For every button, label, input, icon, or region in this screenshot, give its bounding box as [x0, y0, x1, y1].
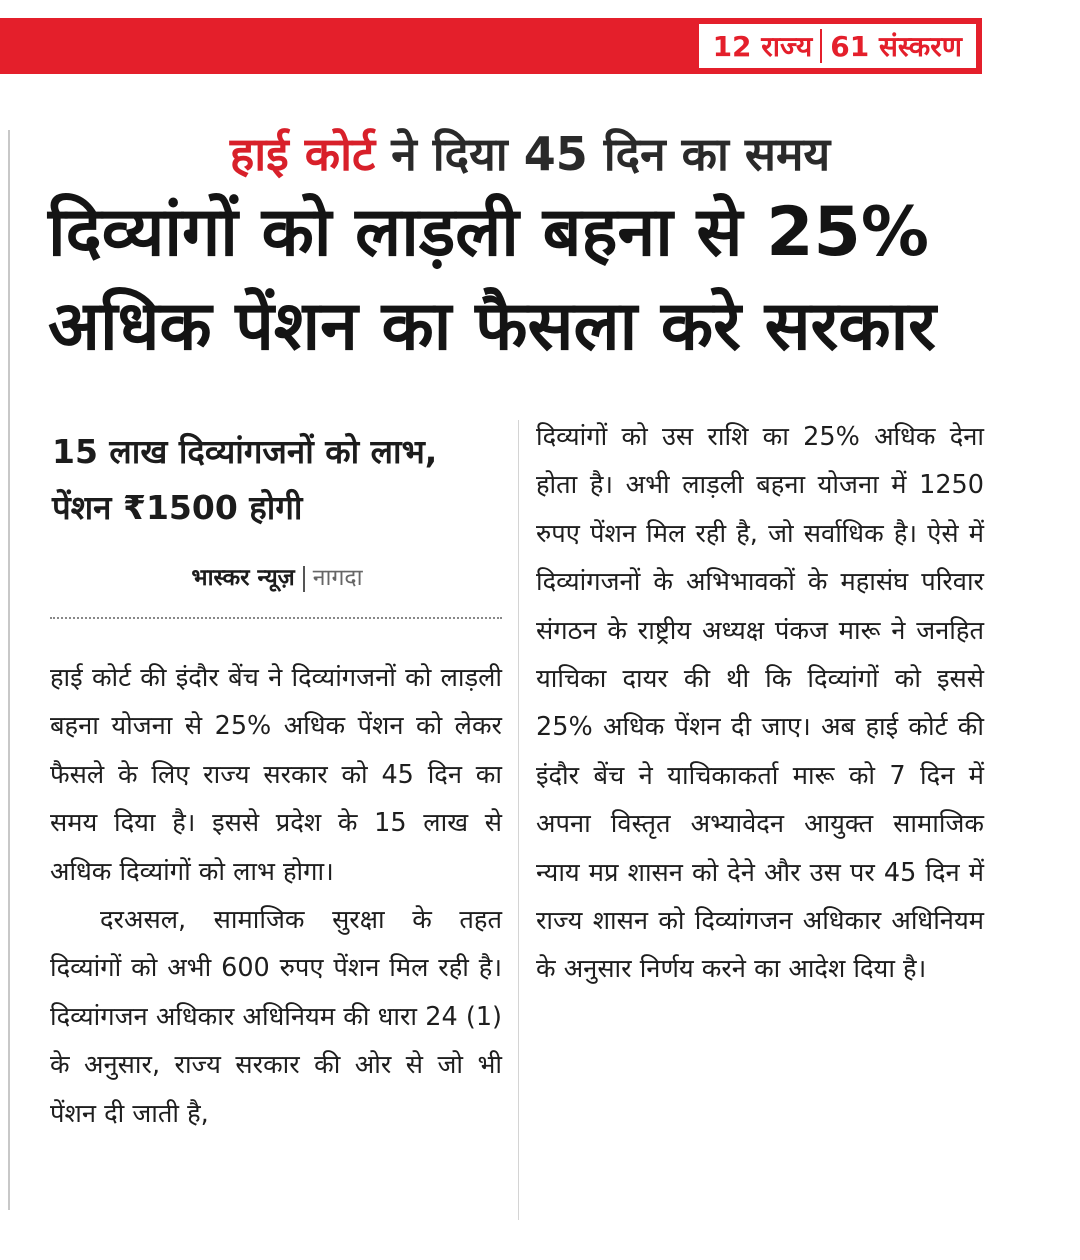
kicker [60, 122, 1000, 184]
column-rule [518, 420, 519, 1220]
dotted-separator [50, 617, 502, 619]
headline [48, 186, 1008, 374]
kicker-text: ने दिया 45 दिन का समय [375, 127, 831, 181]
paragraph-3: दिव्यांगों को उस राशि का 25% अधिक देना होता है। अभी लाड़ली बहना योजना में 1250 रुपए पेंशन मिल रही है, जो सर्वाधिक है। ऐसे में दिव्यांगजनों के अभिभावकों के महासंघ परिवार संगठन के राष्ट्रीय अध्यक्ष पंकज मारू ने जनहित याचिका दायर की थी कि दिव्यांगों को इससे 25% अधिक पेंशन दी जाए। अब हाई कोर्ट की इंदौर बेंच ने याचिकाकर्ता मारू को 7 दिन में अपना विस्तृत अभ्यावेदन आयुक्त सामाजिक न्याय मप्र शासन को देने और उस पर 45 दिन में राज्य शासन को दिव्यांगजन अधिकार अधिनियम के अनुसार निर्णय करने का आदेश दिया है। [536, 422, 984, 985]
byline-location: नागदा [312, 565, 363, 591]
headline-line-1: दिव्यांगों को लाड़ली बहना से 25% [48, 193, 929, 272]
byline [52, 560, 502, 592]
article-column-1 [50, 654, 502, 1138]
left-margin-rule [8, 130, 10, 1210]
paragraph-1: हाई कोर्ट की इंदौर बेंच ने दिव्यांगजनों को लाड़ली बहना योजना से 25% अधिक पेंशन को लेकर फैसले के लिए राज्य सरकार को 45 दिन का समय दिया है। इससे प्रदेश के 15 लाख से अधिक दिव्यांगों को लाभ होगा। [50, 663, 502, 887]
kicker-highlight: हाई कोर्ट [229, 127, 376, 181]
article-column-2 [536, 413, 984, 994]
subheadline: 15 लाख दिव्यांगजनों को लाभ, पेंशन ₹1500 होगी [52, 432, 438, 527]
byline-divider [303, 566, 305, 592]
states-count: 12 राज्य [712, 30, 813, 63]
byline-source: भास्कर न्यूज़ [191, 565, 295, 591]
edition-tag [699, 24, 976, 68]
paragraph-2: दरअसल, सामाजिक सुरक्षा के तहत दिव्यांगों को अभी 600 रुपए पेंशन मिल रही है। दिव्यांगजन अधिकार अधिनियम की धारा 24 (1) के अनुसार, राज्य सरकार की ओर से जो भी पेंशन दी जाती है, [50, 905, 502, 1129]
headline-line-2: अधिक पेंशन का फैसला करे सरकार [48, 287, 936, 366]
edition-banner [0, 18, 982, 74]
editions-count: 61 संस्करण [830, 30, 962, 63]
